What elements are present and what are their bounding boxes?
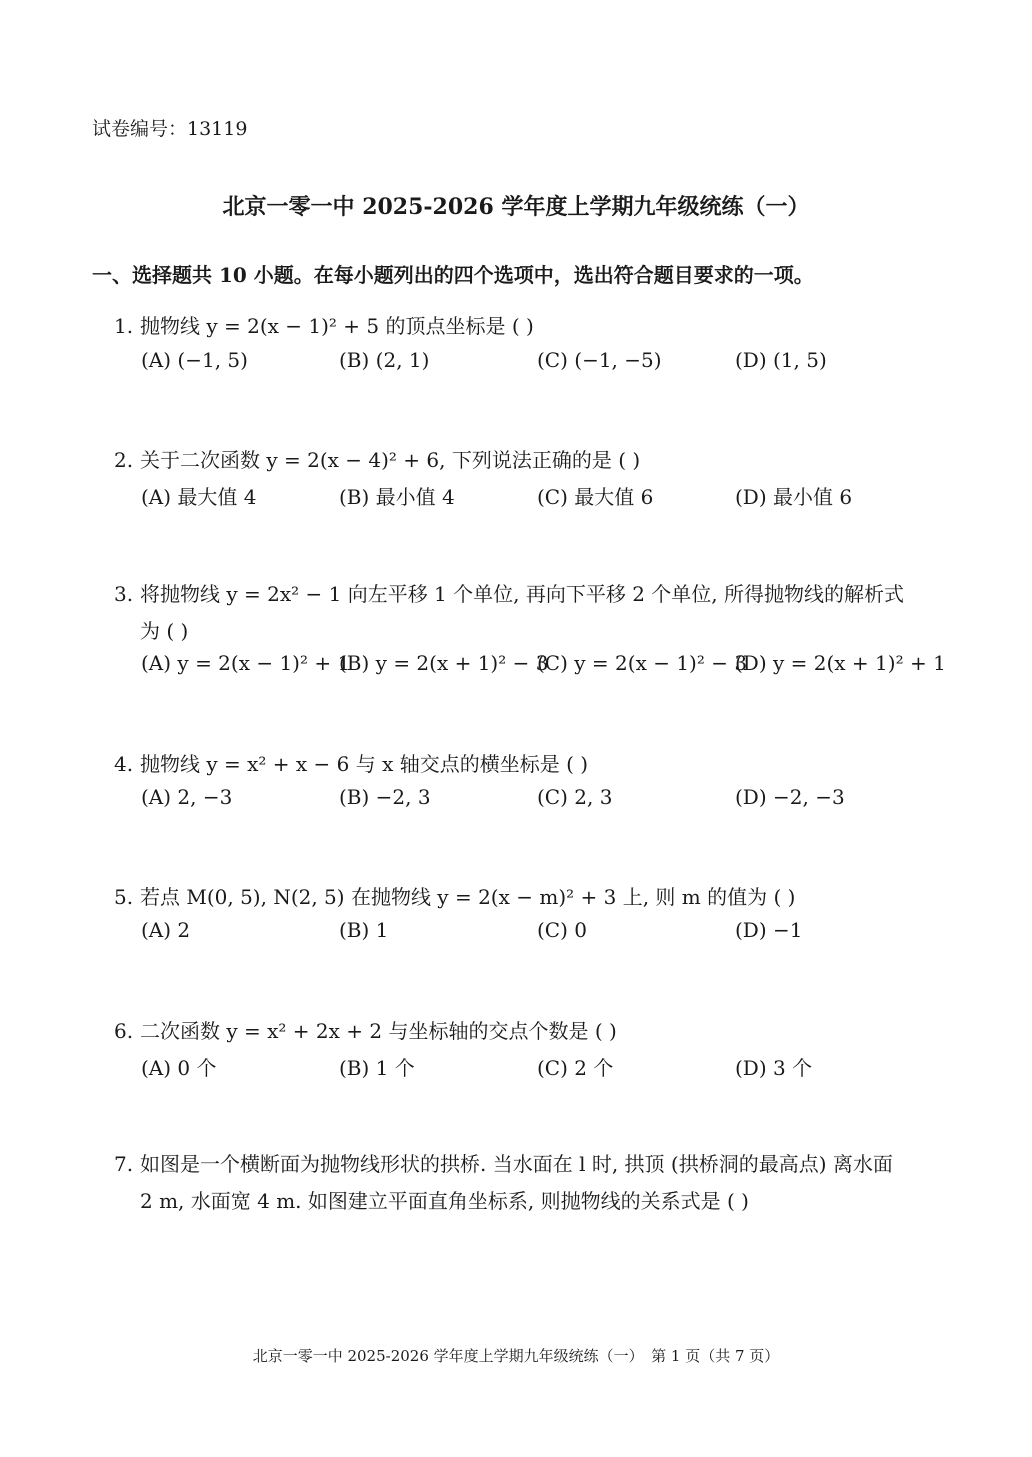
- section-heading: 一、选择题共 10 小题。在每小题列出的四个选项中，选出符合题目要求的一项。: [92, 263, 814, 287]
- page-footer: 北京一零一中 2025-2026 学年度上学期九年级统练（一） 第 1 页（共 7 页）: [252, 1347, 780, 1365]
- question-6: [114, 1015, 617, 1044]
- question-5: [114, 881, 795, 910]
- option-d: (D) −1: [735, 918, 803, 942]
- option-c: (C) (−1, −5): [537, 348, 662, 372]
- option-a: (A) 0 个: [141, 1056, 217, 1080]
- option-d: (D) (1, 5): [735, 348, 827, 372]
- option-a: (A) 2, −3: [141, 785, 233, 809]
- option-c: (C) 2, 3: [537, 785, 613, 809]
- question-number: 6.: [114, 1019, 134, 1043]
- question-stem: 二次函数 y = x² + 2x + 2 与坐标轴的交点个数是 ( ): [140, 1019, 617, 1043]
- question-number: 1.: [114, 314, 134, 338]
- option-d: (D) y = 2(x + 1)² + 1: [735, 651, 946, 675]
- exam-title: 北京一零一中 2025-2026 学年度上学期九年级统练（一）: [222, 194, 810, 220]
- option-a: (A) 最大值 4: [141, 485, 257, 509]
- option-b: (B) −2, 3: [339, 785, 431, 809]
- option-d: (D) −2, −3: [735, 785, 845, 809]
- question-3-continuation: 为 ( ): [140, 619, 189, 643]
- question-7: [114, 1148, 893, 1177]
- option-b: (B) y = 2(x + 1)² − 3: [339, 651, 549, 675]
- option-a: (A) y = 2(x − 1)² + 1: [141, 651, 351, 675]
- question-3: [114, 578, 904, 607]
- question-4: [114, 748, 588, 777]
- question-number: 3.: [114, 582, 134, 606]
- question-stem: 如图是一个横断面为抛物线形状的拱桥. 当水面在 l 时, 拱顶 (拱桥洞的最高点) 离水面: [140, 1152, 893, 1176]
- question-number: 7.: [114, 1152, 134, 1176]
- option-b: (B) (2, 1): [339, 348, 430, 372]
- question-number: 5.: [114, 885, 134, 909]
- option-b: (B) 1 个: [339, 1056, 415, 1080]
- question-2: [114, 444, 640, 473]
- question-stem: 关于二次函数 y = 2(x − 4)² + 6, 下列说法正确的是 ( ): [140, 448, 641, 472]
- option-c: (C) y = 2(x − 1)² − 3: [537, 651, 748, 675]
- option-a: (A) (−1, 5): [141, 348, 248, 372]
- paper-id: 试卷编号：13119: [92, 118, 248, 140]
- option-d: (D) 3 个: [735, 1056, 813, 1080]
- question-stem: 将抛物线 y = 2x² − 1 向左平移 1 个单位, 再向下平移 2 个单位, 所得抛物线的解析式: [140, 582, 905, 606]
- option-c: (C) 最大值 6: [537, 485, 654, 509]
- option-c: (C) 2 个: [537, 1056, 614, 1080]
- option-b: (B) 1: [339, 918, 389, 942]
- question-number: 2.: [114, 448, 134, 472]
- option-a: (A) 2: [141, 918, 191, 942]
- question-stem: 若点 M(0, 5), N(2, 5) 在抛物线 y = 2(x − m)² + 3 上, 则 m 的值为 ( ): [140, 885, 796, 909]
- question-stem: 抛物线 y = 2(x − 1)² + 5 的顶点坐标是 ( ): [140, 314, 534, 338]
- option-d: (D) 最小值 6: [735, 485, 853, 509]
- question-stem: 抛物线 y = x² + x − 6 与 x 轴交点的横坐标是 ( ): [140, 752, 589, 776]
- question-1: [114, 310, 534, 339]
- question-7-continuation: 2 m, 水面宽 4 m. 如图建立平面直角坐标系, 则抛物线的关系式是 ( ): [140, 1189, 749, 1213]
- option-c: (C) 0: [537, 918, 587, 942]
- option-b: (B) 最小值 4: [339, 485, 455, 509]
- question-number: 4.: [114, 752, 134, 776]
